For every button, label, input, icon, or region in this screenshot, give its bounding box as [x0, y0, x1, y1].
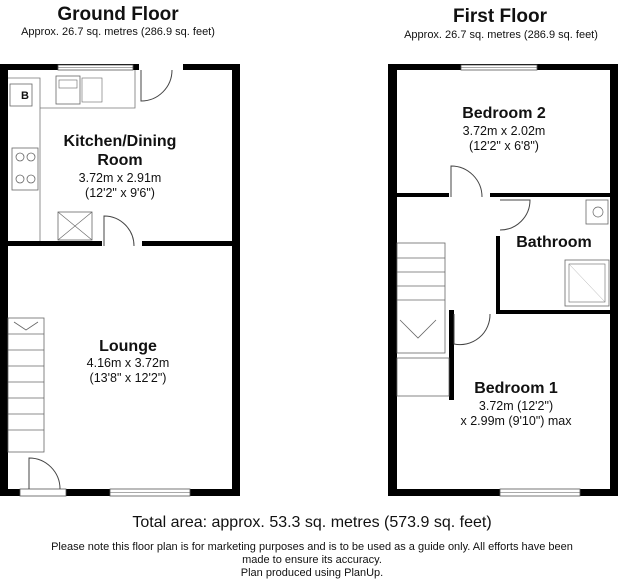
bathroom-name: Bathroom: [516, 234, 592, 251]
gf-back-door-swing: [141, 70, 172, 101]
kitchen-dim-imperial: (12'2" x 9'6"): [85, 186, 155, 200]
gf-front-door-swing: [29, 458, 60, 489]
gf-back-door-gap: [139, 64, 183, 70]
lounge-dim-imperial: (13'8" x 12'2"): [89, 371, 167, 385]
kitchen-name-line2: Room: [97, 152, 143, 169]
ff-wall-left: [388, 64, 397, 496]
gf-partition-right: [142, 241, 232, 246]
ground-floor-title: Ground Floor: [57, 4, 179, 25]
ff-landing-wall: [449, 310, 454, 400]
first-floor-title: First Floor: [453, 6, 547, 27]
disclaimer-line-1: Please note this floor plan is for marketing purposes and is to be used as a guide only. All efforts have been: [51, 541, 573, 553]
drainer: [82, 78, 102, 102]
ff-b2-door-swing: [451, 166, 482, 197]
ff-bath-wall-left: [496, 236, 500, 314]
bedroom1-name: Bedroom 1: [474, 380, 558, 397]
disclaimer-line-2: made to ensure its accuracy.: [242, 554, 382, 566]
ff-bath-door-swing: [500, 200, 530, 230]
lounge-name: Lounge: [99, 338, 157, 355]
ff-b1-door-swing: [454, 314, 490, 345]
bedroom1-dim-imperial: x 2.99m (9'10") max: [460, 414, 572, 428]
bedroom2-dim: 3.72m x 2.02m: [462, 124, 546, 138]
boiler-label: B: [21, 90, 29, 102]
ff-b2-wall-left: [397, 193, 449, 197]
first-floor-area: Approx. 26.7 sq. metres (286.9 sq. feet): [404, 29, 598, 41]
bedroom2-dim-imperial: (12'2" x 6'8"): [469, 139, 539, 153]
kitchen-name: Kitchen/Dining: [63, 133, 177, 150]
gf-partition-left: [8, 241, 102, 246]
gf-wall-left: [0, 64, 8, 496]
kitchen-dim: 3.72m x 2.91m: [78, 171, 162, 185]
lounge-dim: 4.16m x 3.72m: [86, 356, 170, 370]
bedroom2-name: Bedroom 2: [462, 105, 546, 122]
gf-stairs: [8, 318, 44, 452]
ff-stairs: [397, 243, 449, 396]
ground-floor-area: Approx. 26.7 sq. metres (286.9 sq. feet): [21, 26, 215, 38]
gf-front-door: [20, 489, 66, 496]
ff-wall-right: [610, 64, 618, 496]
basin: [586, 200, 608, 224]
ff-bath-wall-bottom: [496, 310, 610, 314]
ff-b2-wall-right: [490, 193, 610, 197]
gf-wall-right: [232, 64, 240, 496]
bedroom1-dim: 3.72m (12'2"): [478, 399, 554, 413]
total-area: Total area: approx. 53.3 sq. metres (573.9 sq. feet): [132, 514, 492, 531]
gf-inner-door-swing: [104, 216, 134, 246]
ground-floor-plan: [0, 64, 240, 496]
disclaimer-line-3: Plan produced using PlanUp.: [240, 567, 384, 579]
first-floor-plan: [388, 64, 618, 496]
